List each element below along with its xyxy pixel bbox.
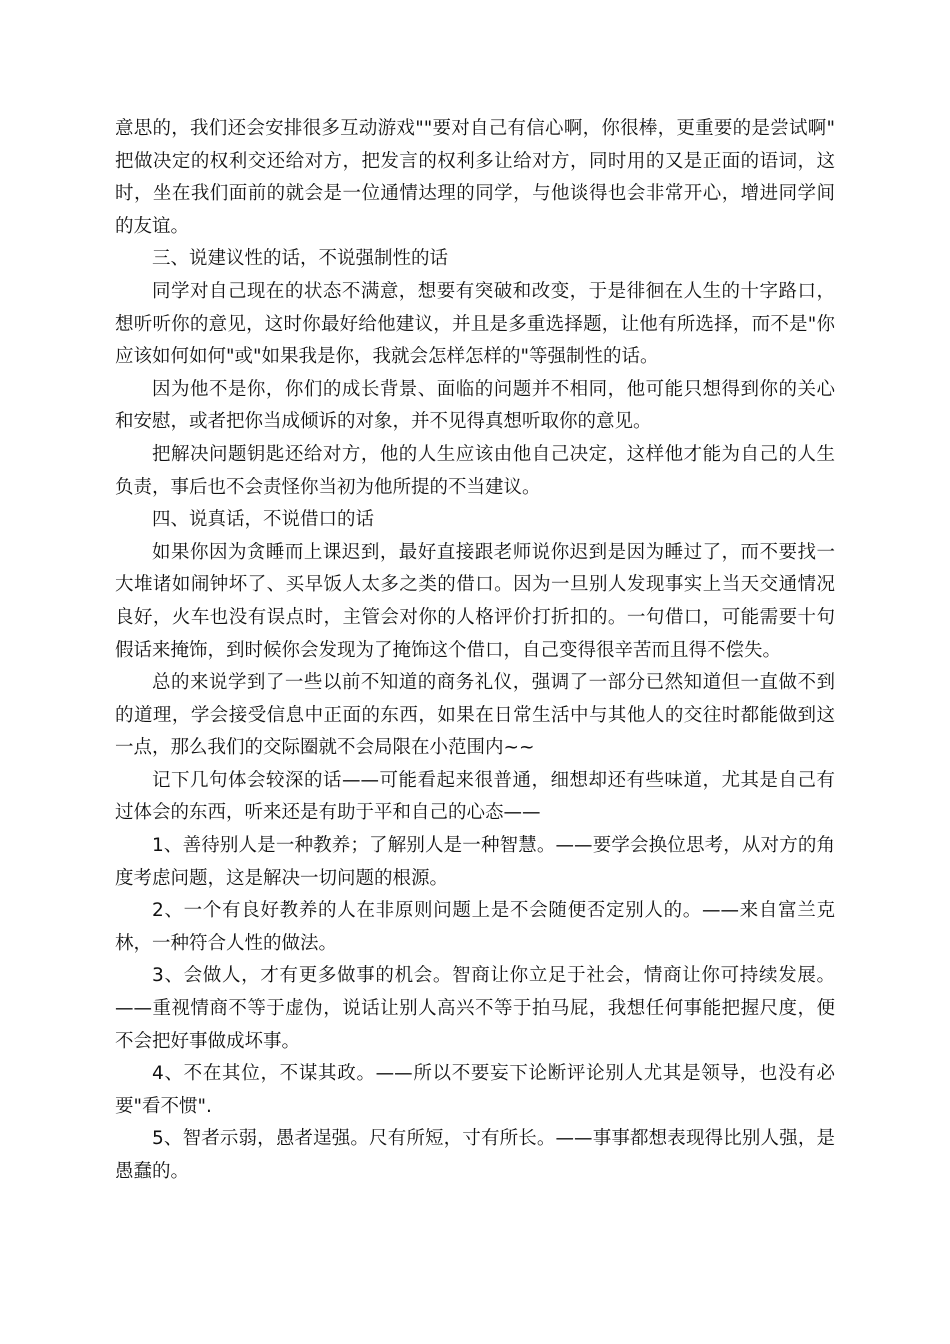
section-heading-3: 三、说建议性的话，不说强制性的话: [152, 248, 449, 270]
list-item: 2、一个有良好教养的人在非原则问题上是不会随便否定别人的。——来自富兰克林，一种符合人性的做法。: [115, 900, 835, 954]
paragraph: 因为他不是你，你们的成长背景、面临的问题并不相同，他可能只想得到你的关心和安慰，或者把你当成倾诉的对象，并不见得真想听取你的意见。: [115, 378, 835, 433]
paragraph: 把解决问题钥匙还给对方，他的人生应该由他自己决定，这样他才能为自己的人生负责，事后也不会责怪你当初为他所提的不当建议。: [115, 443, 835, 498]
paragraph: 总的来说学到了一些以前不知道的商务礼仪，强调了一部分已然知道但一直做不到的道理，学会接受信息中正面的东西，如果在日常生活中与其他人的交往时都能做到这一点，那么我们的交际圈就不会局限在小范围内~~: [115, 672, 835, 759]
paragraph: 如果你因为贪睡而上课迟到，最好直接跟老师说你迟到是因为睡过了，而不要找一大堆诸如闹钟坏了、买早饭人太多之类的借口。因为一旦别人发现事实上当天交通情况良好，火车也没有误点时，主管会对你的人格评价打折扣的。一句借口，可能需要十句假话来掩饰，到时候你会发现为了掩饰这个借口，自己变得很辛苦而且得不偿失。: [115, 541, 835, 661]
list-item: 5、智者示弱，愚者逞强。尺有所短，寸有所长。——事事都想表现得比别人强，是愚蠢的。: [115, 1128, 835, 1182]
paragraph: 记下几句体会较深的话——可能看起来很普通，细想却还有些味道，尤其是自己有过体会的东西，听来还是有助于平和自己的心态——: [115, 769, 835, 824]
paragraph-continuation: 意思的，我们还会安排很多互动游戏""要对自己有信心啊，你很棒，更重要的是尝试啊" 把做决定的权利交还给对方，把发言的权利多让给对方，同时用的又是正面的语词，这时，坐在我们面前的就会是一位通情达理的同学，与他谈得也会非常开心，增进同学间的友谊。: [115, 118, 841, 237]
list-item: 1、善待别人是一种教养；了解别人是一种智慧。——要学会换位思考，从对方的角度考虑问题，这是解决一切问题的根源。: [115, 835, 835, 889]
paragraph: 同学对自己现在的状态不满意，想要有突破和改变，于是徘徊在人生的十字路口，想听听你的意见，这时你最好给他建议，并且是多重选择题，让他有所选择，而不是"你应该如何如何"或"如果我是你，我就会怎样怎样的"等强制性的话。: [115, 280, 835, 368]
section-heading-4: 四、说真话，不说借口的话: [152, 509, 375, 531]
list-item: 3、会做人，才有更多做事的机会。智商让你立足于社会，情商让你可持续发展。——重视情商不等于虚伪，说话让别人高兴不等于拍马屁，我想任何事能把握尺度，便不会把好事做成坏事。: [115, 965, 835, 1052]
document-body: [115, 113, 841, 1189]
list-item: 4、不在其位，不谋其政。——所以不要妄下论断评论别人尤其是领导，也没有必要"看不惯".: [115, 1063, 835, 1117]
